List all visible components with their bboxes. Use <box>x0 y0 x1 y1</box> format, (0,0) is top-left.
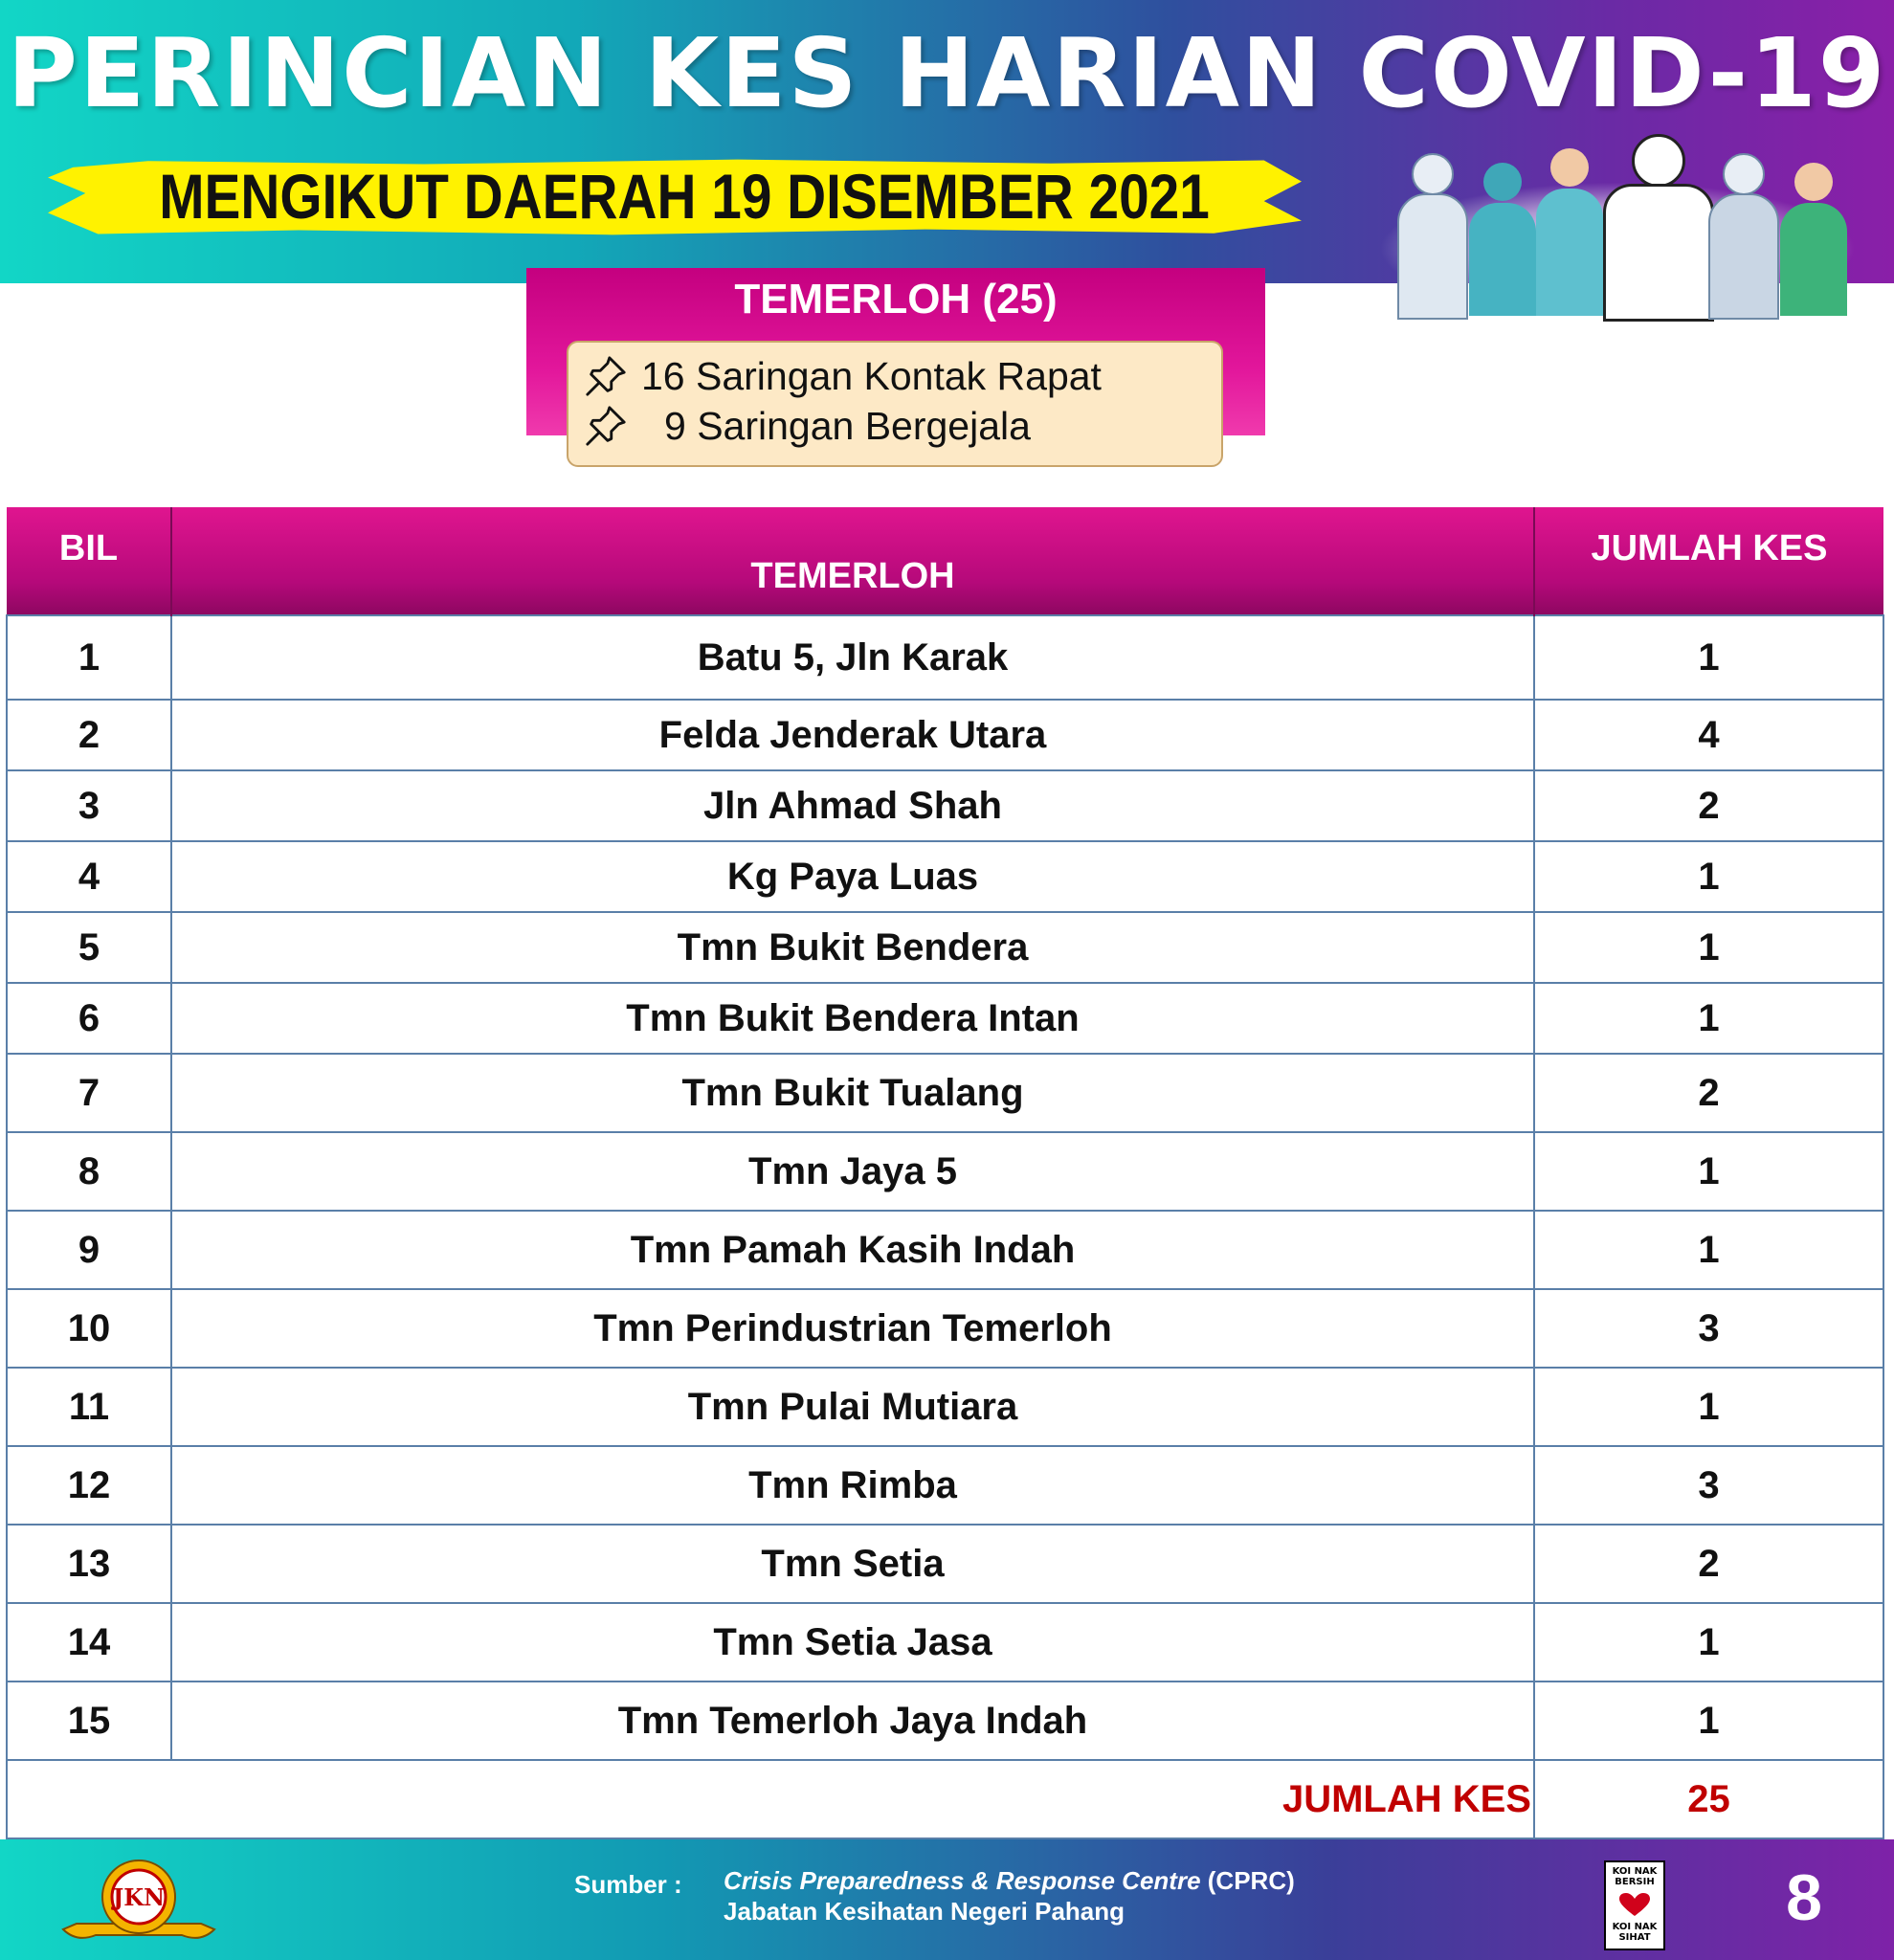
header-banner <box>0 0 1894 283</box>
table-row <box>7 615 1883 700</box>
row-location: Tmn Bukit Tualang <box>171 1054 1534 1132</box>
row-count: 1 <box>1534 1603 1883 1682</box>
row-bil: 10 <box>7 1289 171 1368</box>
footer-banner <box>0 1839 1894 1960</box>
page-number: 8 <box>1786 1861 1822 1934</box>
row-bil: 9 <box>7 1211 171 1289</box>
source-organization <box>724 1866 1295 1896</box>
row-location: Tmn Pamah Kasih Indah <box>171 1211 1534 1289</box>
table-row <box>7 1289 1883 1368</box>
row-bil: 5 <box>7 912 171 983</box>
row-location: Batu 5, Jln Karak <box>171 615 1534 700</box>
row-bil: 1 <box>7 615 171 700</box>
row-count: 2 <box>1534 770 1883 841</box>
row-count: 1 <box>1534 983 1883 1054</box>
row-location: Tmn Bukit Bendera Intan <box>171 983 1534 1054</box>
subtitle-highlight <box>29 148 1321 244</box>
table-row <box>7 912 1883 983</box>
row-count: 1 <box>1534 1211 1883 1289</box>
row-location: Tmn Temerloh Jaya Indah <box>171 1682 1534 1760</box>
koi-nak-sihat-badge <box>1604 1860 1665 1950</box>
table-total-row <box>7 1760 1883 1838</box>
table-row <box>7 1211 1883 1289</box>
row-location: Kg Paya Luas <box>171 841 1534 912</box>
row-bil: 12 <box>7 1446 171 1525</box>
row-location: Tmn Bukit Bendera <box>171 912 1534 983</box>
row-bil: 14 <box>7 1603 171 1682</box>
row-count: 1 <box>1534 1682 1883 1760</box>
row-bil: 3 <box>7 770 171 841</box>
table-row <box>7 770 1883 841</box>
pushpin-icon <box>584 404 628 448</box>
district-breakdown-card <box>567 341 1223 467</box>
row-bil: 13 <box>7 1525 171 1603</box>
row-location: Jln Ahmad Shah <box>171 770 1534 841</box>
row-count: 1 <box>1534 912 1883 983</box>
column-header-bil: BIL <box>7 507 171 615</box>
district-breakdown-text: 16 Saringan Kontak Rapat <box>641 353 1102 398</box>
cases-table <box>6 507 1884 1839</box>
koi-bottom-text: KOI NAK SIHAT <box>1612 1922 1658 1943</box>
table-row <box>7 1525 1883 1603</box>
table-row <box>7 1682 1883 1760</box>
medical-staff-illustration <box>1378 124 1876 316</box>
row-count: 3 <box>1534 1446 1883 1525</box>
table-row <box>7 1368 1883 1446</box>
row-count: 1 <box>1534 841 1883 912</box>
column-header-location: TEMERLOH <box>171 507 1534 615</box>
row-count: 1 <box>1534 1368 1883 1446</box>
koi-top-text: KOI NAK BERSIH <box>1612 1866 1658 1887</box>
row-count: 1 <box>1534 615 1883 700</box>
table-header-row <box>7 507 1883 615</box>
table-row <box>7 1446 1883 1525</box>
row-bil: 7 <box>7 1054 171 1132</box>
source-department: Jabatan Kesihatan Negeri Pahang <box>724 1897 1125 1926</box>
page-title: PERINCIAN KES HARIAN COVID-19 <box>7 17 1887 129</box>
row-bil: 15 <box>7 1682 171 1760</box>
row-count: 4 <box>1534 700 1883 770</box>
table-row <box>7 841 1883 912</box>
total-label: JUMLAH KES <box>7 1760 1534 1838</box>
table-row <box>7 1054 1883 1132</box>
district-breakdown-item <box>584 404 1031 448</box>
row-count: 2 <box>1534 1525 1883 1603</box>
district-breakdown-text: 9 Saringan Bergejala <box>664 403 1031 448</box>
source-label: Sumber : <box>574 1870 682 1899</box>
table-row <box>7 983 1883 1054</box>
table-row <box>7 1132 1883 1211</box>
district-title: TEMERLOH (25) <box>734 276 1058 323</box>
row-location: Tmn Perindustrian Temerloh <box>171 1289 1534 1368</box>
row-location: Tmn Setia <box>171 1525 1534 1603</box>
row-location: Tmn Setia Jasa <box>171 1603 1534 1682</box>
heart-icon <box>1619 1893 1650 1918</box>
row-count: 2 <box>1534 1054 1883 1132</box>
row-location: Tmn Jaya 5 <box>171 1132 1534 1211</box>
svg-text:JKN: JKN <box>112 1883 166 1911</box>
pushpin-icon <box>584 354 628 398</box>
source-org-abbr: (CPRC) <box>1200 1866 1295 1895</box>
row-count: 1 <box>1534 1132 1883 1211</box>
row-location: Felda Jenderak Utara <box>171 700 1534 770</box>
district-breakdown-item <box>584 354 1102 398</box>
row-count: 3 <box>1534 1289 1883 1368</box>
source-org-name: Crisis Preparedness & Response Centre <box>724 1866 1201 1895</box>
row-bil: 8 <box>7 1132 171 1211</box>
row-location: Tmn Rimba <box>171 1446 1534 1525</box>
total-value: 25 <box>1534 1760 1883 1838</box>
row-bil: 6 <box>7 983 171 1054</box>
column-header-count: JUMLAH KES <box>1534 507 1883 615</box>
page-subtitle: MENGIKUT DAERAH 19 DISEMBER 2021 <box>159 161 1210 232</box>
row-bil: 4 <box>7 841 171 912</box>
jkn-logo-icon <box>57 1855 220 1947</box>
table-row <box>7 1603 1883 1682</box>
row-bil: 2 <box>7 700 171 770</box>
table-row <box>7 700 1883 770</box>
row-location: Tmn Pulai Mutiara <box>171 1368 1534 1446</box>
row-bil: 11 <box>7 1368 171 1446</box>
